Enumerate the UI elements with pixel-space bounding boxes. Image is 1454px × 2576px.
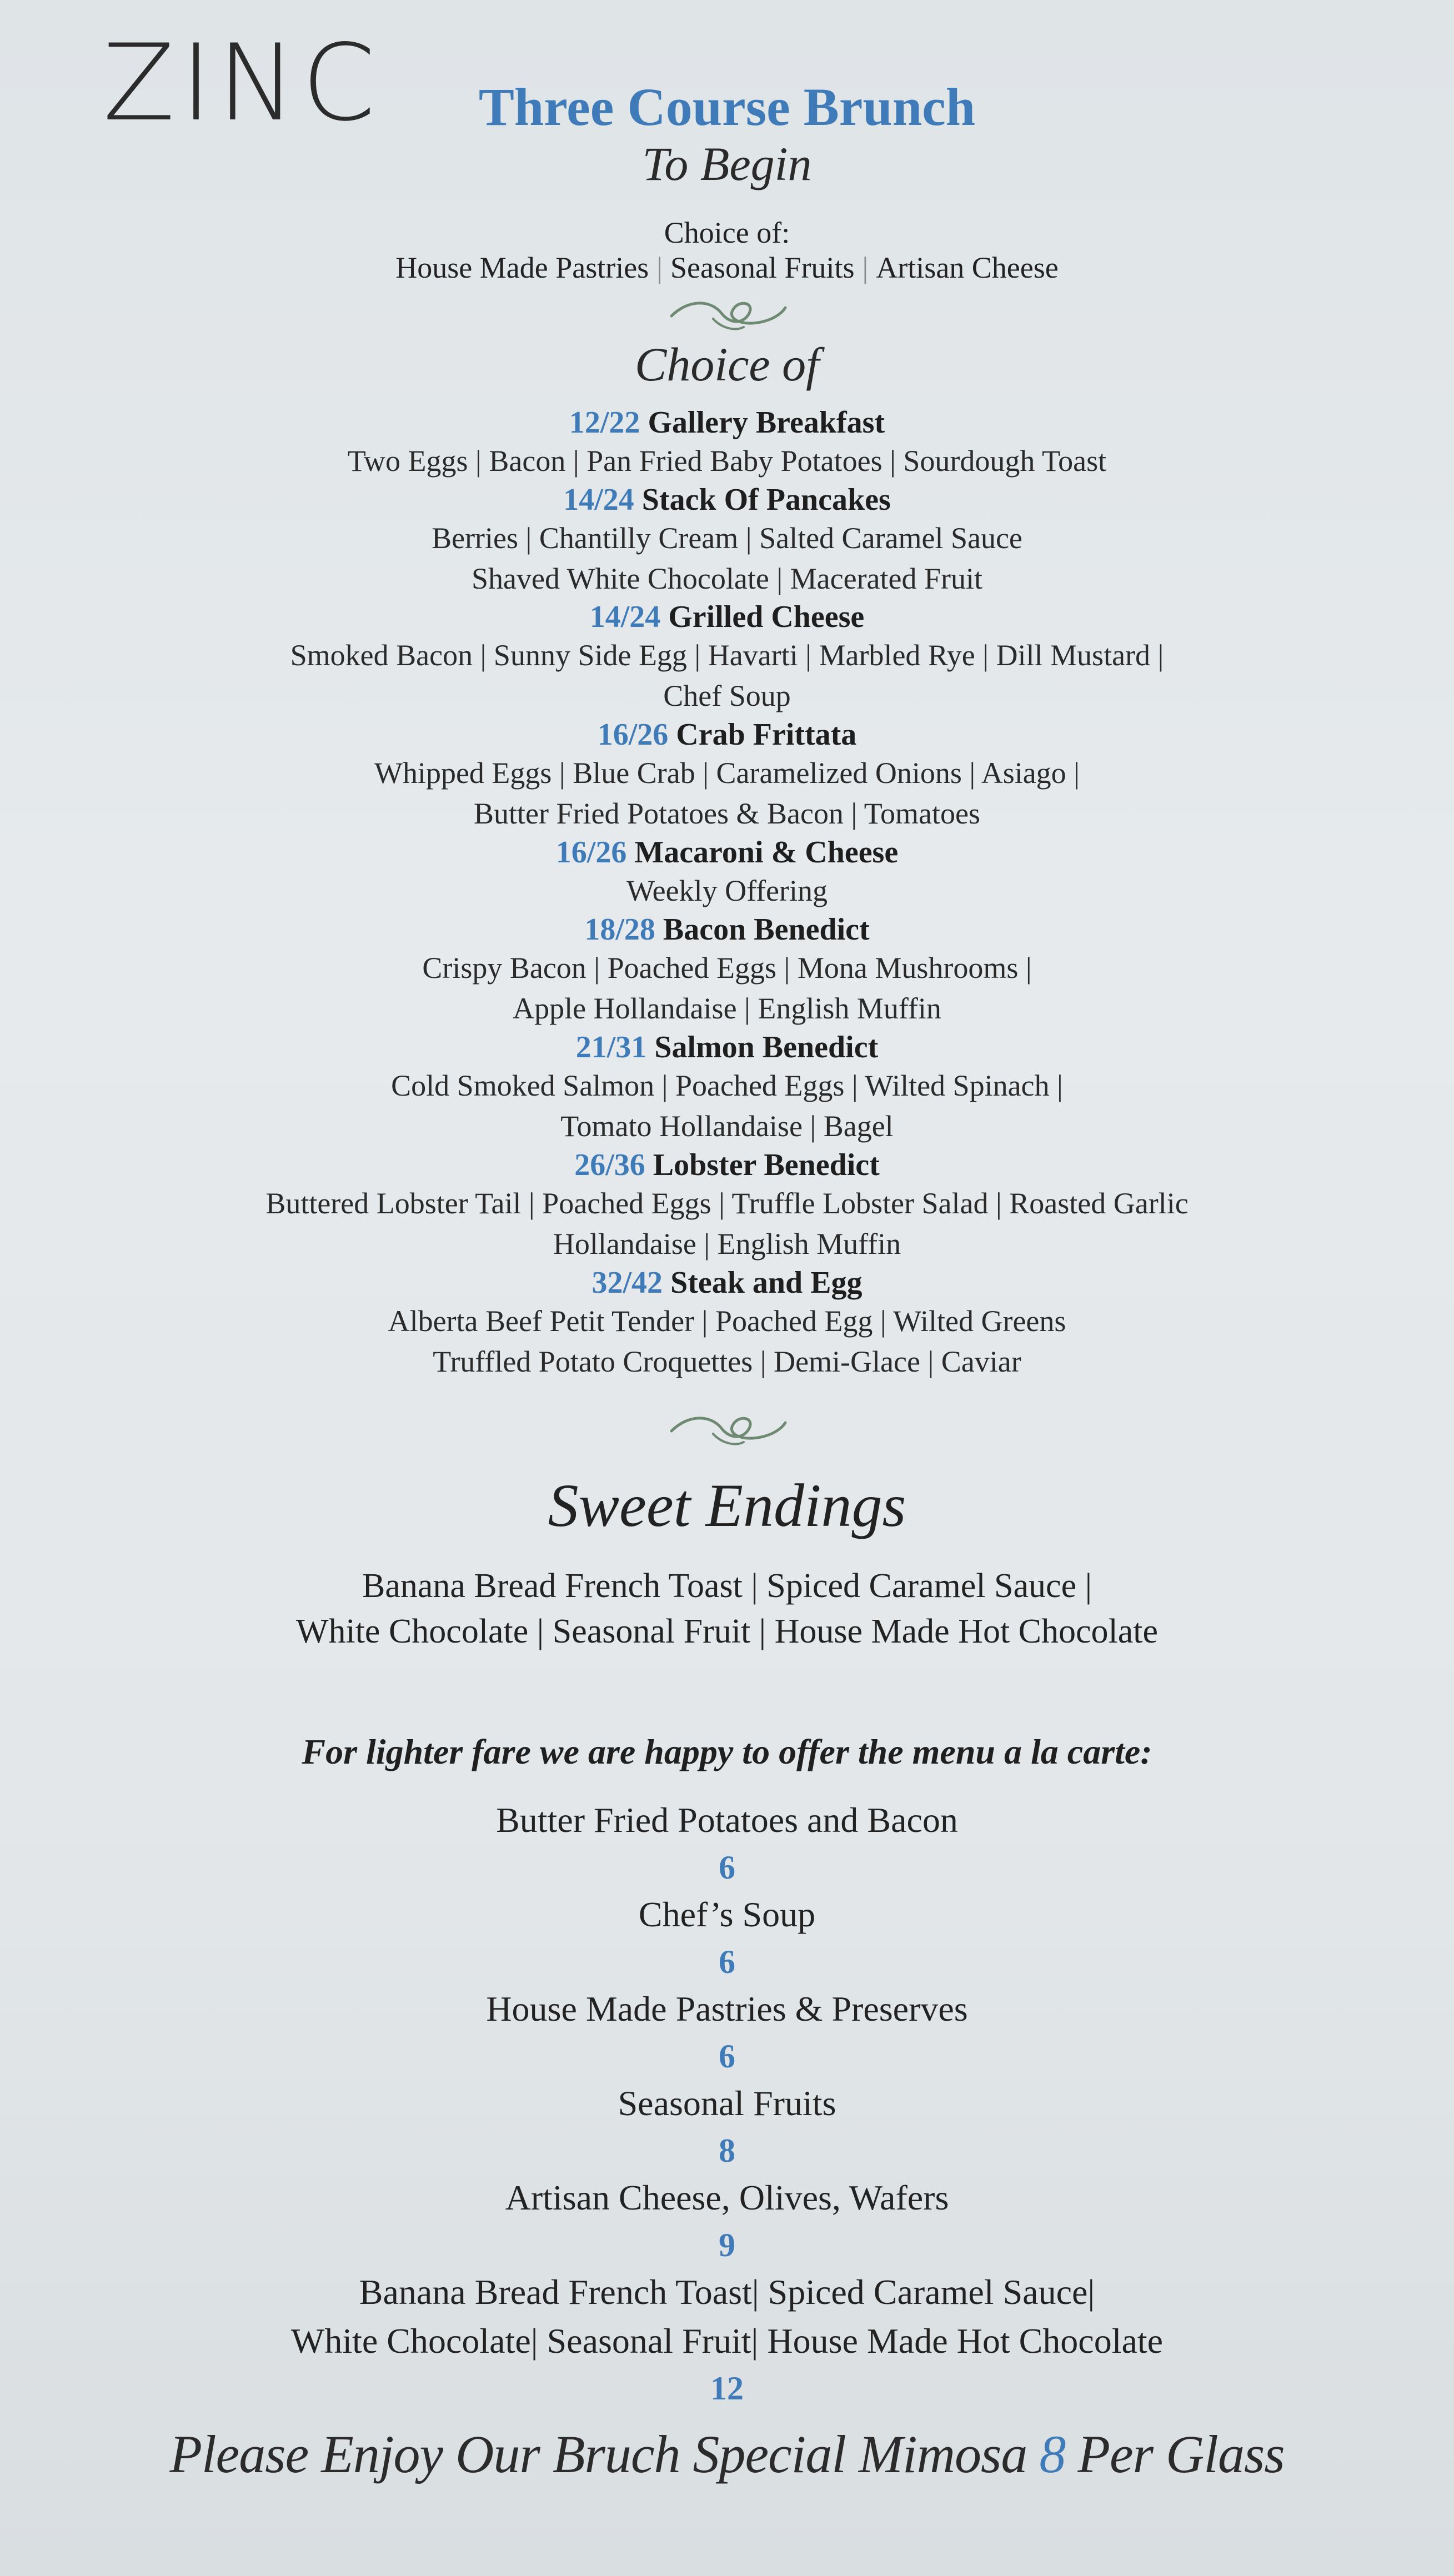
carte-item-price: 9 bbox=[719, 2227, 735, 2264]
item-description: Alberta Beef Petit Tender | Poached Egg | Wilted Greens bbox=[388, 1304, 1066, 1338]
item-heading bbox=[0, 834, 1454, 871]
a-la-carte-heading: For lighter fare we are happy to offer the menu a la carte: bbox=[302, 1732, 1152, 1772]
item-heading bbox=[0, 481, 1454, 518]
carte-item-name: Artisan Cheese, Olives, Wafers bbox=[505, 2178, 949, 2218]
carte-item-name: Seasonal Fruits bbox=[618, 2083, 836, 2123]
item-heading bbox=[0, 716, 1454, 753]
item-name: Stack Of Pancakes bbox=[641, 482, 891, 517]
sweet-endings-heading: Sweet Endings bbox=[548, 1471, 906, 1539]
starter-option: House Made Pastries bbox=[395, 250, 649, 284]
starter-choice-label: Choice of: bbox=[664, 216, 790, 250]
mimosa-special bbox=[0, 2422, 1454, 2486]
main-item-5 bbox=[0, 911, 1454, 1029]
description-line: Banana Bread French Toast | Spiced Caramel Sauce | bbox=[362, 1566, 1092, 1605]
carte-item-price: 6 bbox=[719, 1944, 735, 1981]
zinc-logo: ZINC bbox=[103, 22, 381, 144]
mimosa-text-end: Per Glass bbox=[1077, 2424, 1285, 2484]
main-item-7 bbox=[0, 1147, 1454, 1264]
main-item-6 bbox=[0, 1029, 1454, 1147]
item-heading bbox=[0, 1147, 1454, 1183]
carte-item-name: Banana Bread French Toast| Spiced Caramel Sauce| bbox=[359, 2272, 1095, 2312]
carte-item-price: 6 bbox=[719, 2038, 735, 2075]
item-description: Cold Smoked Salmon | Poached Eggs | Wilted Spinach | bbox=[391, 1069, 1063, 1103]
carte-item bbox=[0, 1890, 1454, 1985]
carte-item bbox=[0, 2173, 1454, 2268]
main-item-1 bbox=[0, 481, 1454, 599]
carte-item-name: White Chocolate| Seasonal Fruit| House Made Hot Chocolate bbox=[290, 2321, 1164, 2361]
item-name: Steak and Egg bbox=[670, 1265, 863, 1300]
item-price: 21/31 bbox=[575, 1030, 647, 1064]
starter-option: Seasonal Fruits bbox=[670, 250, 855, 284]
carte-item-price: 8 bbox=[719, 2132, 735, 2170]
mains-heading: Choice of bbox=[635, 337, 819, 391]
item-price: 26/36 bbox=[574, 1147, 645, 1182]
item-description: Smoked Bacon | Sunny Side Egg | Havarti | Marbled Rye | Dill Mustard | bbox=[290, 639, 1164, 672]
carte-item-name: Butter Fried Potatoes and Bacon bbox=[496, 1800, 958, 1840]
to-begin-heading: To Begin bbox=[642, 137, 812, 190]
carte-item-price: 12 bbox=[710, 2370, 744, 2407]
carte-item bbox=[0, 1796, 1454, 1890]
item-name: Bacon Benedict bbox=[663, 912, 870, 947]
starter-option: Artisan Cheese bbox=[876, 250, 1059, 284]
item-heading bbox=[0, 404, 1454, 441]
flourish-ornament-icon bbox=[660, 288, 794, 338]
item-price: 12/22 bbox=[569, 405, 640, 440]
main-item-3 bbox=[0, 716, 1454, 834]
separator: | bbox=[656, 250, 663, 284]
item-description: Shaved White Chocolate | Macerated Fruit bbox=[471, 561, 983, 595]
item-name: Salmon Benedict bbox=[654, 1030, 879, 1064]
item-heading bbox=[0, 911, 1454, 948]
item-description: Weekly Offering bbox=[626, 874, 828, 908]
starter-options bbox=[0, 250, 1454, 285]
item-price: 32/42 bbox=[591, 1265, 663, 1300]
item-description: Crispy Bacon | Poached Eggs | Mona Mushrooms | bbox=[422, 951, 1032, 985]
main-item-0 bbox=[0, 404, 1454, 481]
item-name: Gallery Breakfast bbox=[648, 405, 885, 440]
item-description: Berries | Chantilly Cream | Salted Caramel Sauce bbox=[432, 521, 1022, 555]
carte-item-name: Chef’s Soup bbox=[638, 1895, 816, 1935]
item-description: Truffled Potato Croquettes | Demi-Glace | Caviar bbox=[433, 1344, 1021, 1378]
item-description: Apple Hollandaise | English Muffin bbox=[513, 992, 941, 1026]
item-price: 16/26 bbox=[555, 835, 627, 870]
carte-item bbox=[0, 1985, 1454, 2079]
item-price: 18/28 bbox=[584, 912, 655, 947]
sweet-endings-description bbox=[0, 1563, 1454, 1655]
main-item-8 bbox=[0, 1264, 1454, 1382]
item-description: Chef Soup bbox=[663, 679, 791, 713]
item-description: Buttered Lobster Tail | Poached Eggs | Truffle Lobster Salad | Roasted Garlic bbox=[265, 1186, 1189, 1220]
item-price: 14/24 bbox=[563, 482, 634, 517]
item-description: Whipped Eggs | Blue Crab | Caramelized Onions | Asiago | bbox=[374, 756, 1080, 790]
flourish-ornament-icon bbox=[660, 1403, 794, 1453]
carte-item-price: 6 bbox=[719, 1849, 735, 1886]
item-description: Two Eggs | Bacon | Pan Fried Baby Potatoes | Sourdough Toast bbox=[347, 444, 1107, 478]
mimosa-price: 8 bbox=[1039, 2424, 1066, 2484]
item-name: Macaroni & Cheese bbox=[634, 835, 899, 870]
a-la-carte-list bbox=[0, 1796, 1454, 2411]
menu-title: Three Course Brunch bbox=[478, 77, 976, 137]
mimosa-text: Please Enjoy Our Bruch Special Mimosa bbox=[169, 2424, 1027, 2484]
item-description: Tomato Hollandaise | Bagel bbox=[560, 1109, 894, 1143]
item-description: Hollandaise | English Muffin bbox=[553, 1227, 901, 1261]
item-name: Grilled Cheese bbox=[668, 600, 865, 635]
item-price: 16/26 bbox=[597, 717, 669, 752]
carte-item-name: House Made Pastries & Preserves bbox=[486, 1989, 968, 2029]
item-description: Butter Fried Potatoes & Bacon | Tomatoes bbox=[474, 797, 980, 831]
separator: | bbox=[862, 250, 869, 284]
item-heading bbox=[0, 599, 1454, 635]
item-name: Crab Frittata bbox=[676, 717, 857, 752]
carte-item bbox=[0, 2268, 1454, 2411]
item-heading bbox=[0, 1264, 1454, 1301]
carte-item bbox=[0, 2079, 1454, 2173]
description-line: White Chocolate | Seasonal Fruit | House Made Hot Chocolate bbox=[295, 1612, 1159, 1650]
main-item-2 bbox=[0, 599, 1454, 716]
item-price: 14/24 bbox=[589, 600, 661, 635]
item-heading bbox=[0, 1029, 1454, 1066]
main-item-4 bbox=[0, 834, 1454, 911]
item-name: Lobster Benedict bbox=[653, 1147, 880, 1182]
